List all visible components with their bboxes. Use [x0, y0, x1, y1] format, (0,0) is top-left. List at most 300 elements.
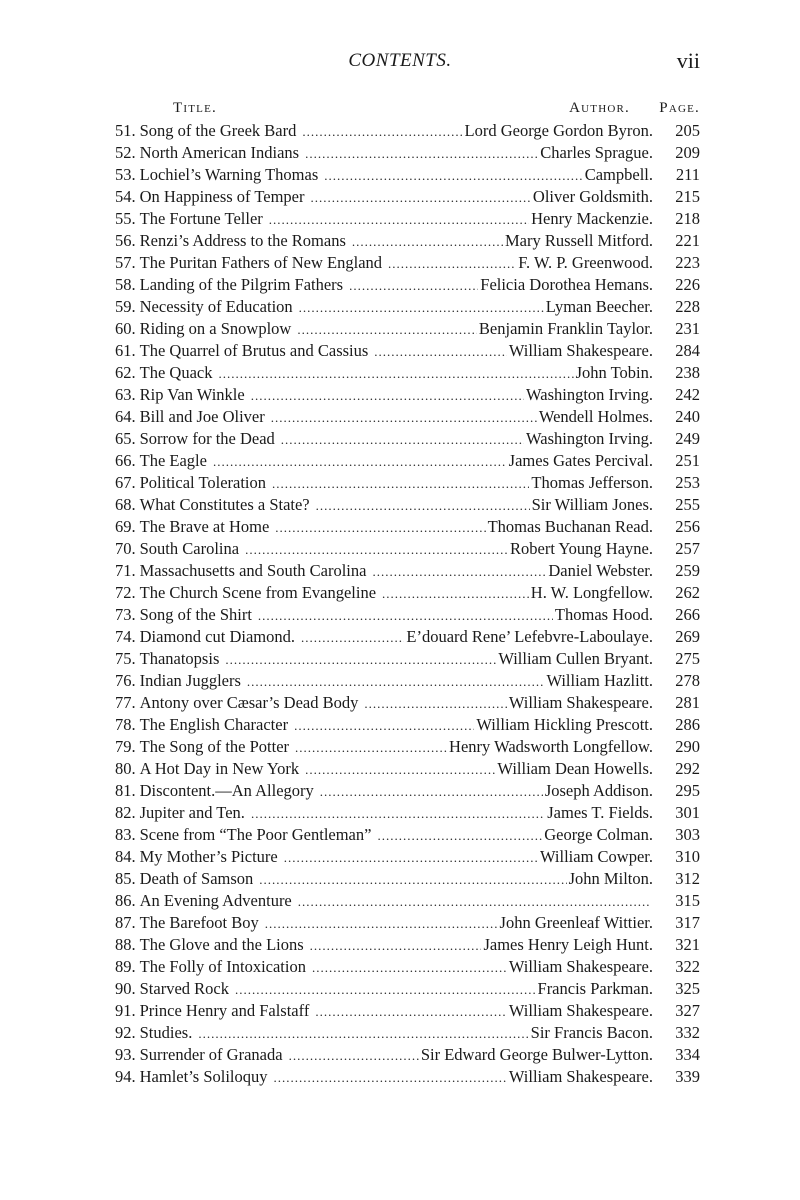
entry-page: 315 — [675, 891, 700, 910]
entry-title: Hamlet’s Soliloquy — [139, 1067, 268, 1086]
entry-number: 70. — [115, 539, 136, 558]
entry-page: 292 — [675, 759, 700, 778]
dot-leader — [316, 495, 530, 517]
contents-entry — [115, 868, 700, 890]
dot-leader — [372, 561, 546, 583]
entry-number: 51. — [115, 121, 136, 140]
entry-page: 301 — [675, 803, 700, 822]
entry-title: Death of Samson — [139, 869, 254, 888]
entry-author: James Gates Percival. — [508, 451, 653, 470]
contents-entry — [115, 670, 700, 692]
entry-title: South Carolina — [139, 539, 240, 558]
entry-author: James T. Fields. — [547, 803, 653, 822]
entry-line — [115, 318, 653, 341]
entry-author: Wendell Holmes. — [538, 407, 653, 426]
entry-number: 65. — [115, 429, 136, 448]
contents-entry — [115, 252, 700, 274]
contents-entry — [115, 296, 700, 318]
contents-entry — [115, 604, 700, 626]
entry-number: 81. — [115, 781, 136, 800]
entry-line — [115, 120, 653, 143]
entry-number: 58. — [115, 275, 136, 294]
entry-title: Studies. — [139, 1023, 193, 1042]
dot-leader — [245, 539, 508, 561]
contents-list — [115, 120, 700, 1088]
dot-leader — [302, 121, 462, 143]
entry-author: Mary Russell Mitford. — [504, 231, 653, 250]
entry-author: William Shakespeare. — [508, 957, 653, 976]
entry-number: 94. — [115, 1067, 136, 1086]
entry-line — [115, 692, 653, 715]
dot-leader — [305, 143, 538, 165]
dot-leader — [235, 979, 536, 1001]
contents-entry — [115, 120, 700, 142]
dot-leader — [295, 737, 447, 759]
entry-page: 286 — [675, 715, 700, 734]
entry-page: 253 — [675, 473, 700, 492]
entry-title: Jupiter and Ten. — [139, 803, 245, 822]
entry-author: Joseph Addison. — [544, 781, 653, 800]
entry-number: 79. — [115, 737, 136, 756]
contents-entry — [115, 956, 700, 978]
dot-leader — [275, 517, 485, 539]
entry-number: 91. — [115, 1001, 136, 1020]
entry-page: 211 — [675, 165, 700, 184]
entry-title: The Eagle — [139, 451, 207, 470]
entry-title: The English Character — [139, 715, 289, 734]
entry-author: William Hazlitt. — [546, 671, 653, 690]
entry-author: Felicia Dorothea Hemans. — [480, 275, 653, 294]
entry-page: 205 — [675, 121, 700, 140]
column-headers — [115, 97, 700, 119]
dot-leader — [352, 231, 503, 253]
entry-title: The Puritan Fathers of New England — [139, 253, 383, 272]
entry-number: 86. — [115, 891, 136, 910]
entry-page: 295 — [675, 781, 700, 800]
entry-author: George Colman. — [544, 825, 653, 844]
entry-number: 54. — [115, 187, 136, 206]
entry-line — [115, 340, 653, 363]
entry-title: Antony over Cæsar’s Dead Body — [139, 693, 359, 712]
contents-entry — [115, 230, 700, 252]
entry-line — [115, 648, 653, 671]
entry-page: 321 — [675, 935, 700, 954]
entry-author: William Shakespeare. — [508, 1001, 653, 1020]
entry-line — [115, 802, 653, 825]
entry-line — [115, 1044, 653, 1067]
entry-author: Francis Parkman. — [537, 979, 653, 998]
dot-leader — [272, 473, 529, 495]
entry-line — [115, 890, 653, 913]
entry-page: 209 — [675, 143, 700, 162]
dot-leader — [294, 715, 474, 737]
entry-page: 339 — [675, 1067, 700, 1086]
dot-leader — [315, 1001, 507, 1023]
entry-line — [115, 1000, 653, 1023]
entry-page: 255 — [675, 495, 700, 514]
entry-number: 55. — [115, 209, 136, 228]
entry-page: 322 — [675, 957, 700, 976]
dot-leader — [382, 583, 529, 605]
entry-line — [115, 296, 653, 319]
dot-leader — [251, 385, 524, 407]
entry-number: 74. — [115, 627, 136, 646]
entry-author: Lyman Beecher. — [545, 297, 653, 316]
dot-leader — [388, 253, 516, 275]
entry-page: 290 — [675, 737, 700, 756]
contents-entry — [115, 450, 700, 472]
entry-number: 89. — [115, 957, 136, 976]
running-title: CONTENTS. — [348, 50, 452, 71]
entry-line — [115, 868, 653, 891]
entry-line — [115, 604, 653, 627]
contents-entry — [115, 758, 700, 780]
entry-number: 64. — [115, 407, 136, 426]
entry-title: Necessity of Education — [139, 297, 293, 316]
entry-number: 84. — [115, 847, 136, 866]
page-header — [0, 48, 800, 74]
entry-author: William Shakespeare. — [508, 693, 653, 712]
entry-line — [115, 978, 653, 1001]
entry-title: The Quack — [139, 363, 213, 382]
entry-page: 275 — [675, 649, 700, 668]
entry-page: 228 — [675, 297, 700, 316]
entry-author: Robert Young Hayne. — [510, 539, 653, 558]
entry-page: 303 — [675, 825, 700, 844]
entry-line — [115, 560, 653, 583]
dot-leader — [274, 1067, 507, 1089]
contents-entry — [115, 472, 700, 494]
entry-number: 77. — [115, 693, 136, 712]
entry-number: 85. — [115, 869, 136, 888]
entry-author: Thomas Buchanan Read. — [487, 517, 653, 536]
contents-entry — [115, 692, 700, 714]
contents-entry — [115, 1022, 700, 1044]
entry-page: 266 — [675, 605, 700, 624]
entry-author: Washington Irving. — [526, 429, 653, 448]
dot-leader — [377, 825, 542, 847]
contents-entry — [115, 142, 700, 164]
entry-page: 226 — [675, 275, 700, 294]
entry-page: 312 — [675, 869, 700, 888]
contents-entry — [115, 362, 700, 384]
entry-line — [115, 406, 653, 429]
dot-leader — [297, 319, 477, 341]
entry-title: An Evening Adventure — [139, 891, 292, 910]
entry-line — [115, 494, 653, 517]
dot-leader — [305, 759, 495, 781]
contents-entry — [115, 890, 700, 912]
entry-page: 325 — [675, 979, 700, 998]
entry-title: On Happiness of Temper — [139, 187, 305, 206]
entry-author: John Milton. — [568, 869, 653, 888]
entry-line — [115, 670, 653, 693]
entry-title: Prince Henry and Falstaff — [139, 1001, 310, 1020]
entry-author: John Greenleaf Wittier. — [499, 913, 653, 932]
entry-author: Daniel Webster. — [548, 561, 653, 580]
dot-leader — [349, 275, 478, 297]
entry-page: 310 — [675, 847, 700, 866]
entry-title: The Song of the Potter — [139, 737, 290, 756]
entry-author: William Shakespeare. — [508, 1067, 653, 1086]
entry-title: The Folly of Intoxication — [139, 957, 306, 976]
entry-author: Sir William Jones. — [531, 495, 653, 514]
entry-number: 92. — [115, 1023, 136, 1042]
contents-entry — [115, 626, 700, 648]
entry-number: 69. — [115, 517, 136, 536]
contents-entry — [115, 186, 700, 208]
entry-title: The Barefoot Boy — [139, 913, 259, 932]
entry-line — [115, 1022, 653, 1045]
contents-entry — [115, 516, 700, 538]
entry-number: 78. — [115, 715, 136, 734]
entry-author: E’douard Rene’ Lefebvre-Laboulaye. — [406, 627, 653, 646]
entry-author: Washington Irving. — [526, 385, 653, 404]
entry-line — [115, 1066, 653, 1089]
entry-title: Surrender of Granada — [139, 1045, 283, 1064]
dot-leader — [198, 1023, 528, 1045]
entry-page: 251 — [675, 451, 700, 470]
contents-entry — [115, 1044, 700, 1066]
entry-page: 327 — [675, 1001, 700, 1020]
contents-entry — [115, 1000, 700, 1022]
entry-number: 72. — [115, 583, 136, 602]
entry-author: Campbell. — [584, 165, 653, 184]
entry-number: 66. — [115, 451, 136, 470]
entry-author: Thomas Hood. — [554, 605, 653, 624]
dot-leader — [311, 187, 531, 209]
dot-leader — [364, 693, 506, 715]
entry-number: 90. — [115, 979, 136, 998]
contents-entry — [115, 736, 700, 758]
entry-line — [115, 956, 653, 979]
entry-title: Song of the Shirt — [139, 605, 252, 624]
entry-number: 56. — [115, 231, 136, 250]
dot-leader — [374, 341, 507, 363]
entry-line — [115, 208, 653, 231]
contents-entry — [115, 582, 700, 604]
entry-number: 59. — [115, 297, 136, 316]
entry-title: Discontent.—An Allegory — [139, 781, 314, 800]
entry-title: The Quarrel of Brutus and Cassius — [139, 341, 369, 360]
entry-line — [115, 164, 653, 187]
entry-page: 259 — [675, 561, 700, 580]
contents-entry — [115, 1066, 700, 1088]
entry-author: James Henry Leigh Hunt. — [483, 935, 653, 954]
entry-line — [115, 758, 653, 781]
entry-title: Rip Van Winkle — [139, 385, 245, 404]
entry-page: 269 — [675, 627, 700, 646]
contents-entry — [115, 824, 700, 846]
entry-number: 53. — [115, 165, 136, 184]
entry-author: William Dean Howells. — [497, 759, 653, 778]
contents-entry — [115, 208, 700, 230]
entry-title: Bill and Joe Oliver — [139, 407, 265, 426]
entry-line — [115, 912, 653, 935]
entry-title: A Hot Day in New York — [139, 759, 300, 778]
entry-author: John Tobin. — [575, 363, 653, 382]
entry-line — [115, 252, 653, 275]
entry-page: 317 — [675, 913, 700, 932]
contents-entry — [115, 538, 700, 560]
entry-title: Landing of the Pilgrim Fathers — [139, 275, 344, 294]
entry-number: 68. — [115, 495, 136, 514]
dot-leader — [265, 913, 498, 935]
entry-page: 238 — [675, 363, 700, 382]
entry-line — [115, 736, 653, 759]
entry-line — [115, 428, 653, 451]
entry-author: H. W. Longfellow. — [530, 583, 653, 602]
entry-page: 334 — [675, 1045, 700, 1064]
entry-number: 63. — [115, 385, 136, 404]
entry-title: The Brave at Home — [139, 517, 270, 536]
entry-page: 249 — [675, 429, 700, 448]
dot-leader — [298, 891, 651, 913]
contents-entry — [115, 648, 700, 670]
entry-number: 57. — [115, 253, 136, 272]
entry-page: 256 — [675, 517, 700, 536]
dot-leader — [259, 869, 566, 891]
entry-number: 75. — [115, 649, 136, 668]
contents-entry — [115, 802, 700, 824]
entry-line — [115, 472, 653, 495]
entry-line — [115, 714, 653, 737]
entry-line — [115, 362, 653, 385]
entry-page: 332 — [675, 1023, 700, 1042]
entry-line — [115, 824, 653, 847]
entry-line — [115, 626, 653, 649]
entry-title: Starved Rock — [139, 979, 229, 998]
entry-number: 60. — [115, 319, 136, 338]
entry-page: 215 — [675, 187, 700, 206]
entry-author: F. W. P. Greenwood. — [518, 253, 653, 272]
entry-line — [115, 186, 653, 209]
dot-leader — [324, 165, 582, 187]
dot-leader — [301, 627, 404, 649]
entry-number: 71. — [115, 561, 136, 580]
entry-title: The Fortune Teller — [139, 209, 263, 228]
entry-page: 262 — [675, 583, 700, 602]
entry-number: 80. — [115, 759, 136, 778]
contents-entry — [115, 318, 700, 340]
entry-title: Scene from “The Poor Gentleman” — [139, 825, 372, 844]
contents-entry — [115, 164, 700, 186]
contents-entry — [115, 934, 700, 956]
entry-number: 52. — [115, 143, 136, 162]
entry-number: 73. — [115, 605, 136, 624]
entry-author: William Cullen Bryant. — [498, 649, 653, 668]
entry-title: Renzi’s Address to the Romans — [139, 231, 346, 250]
entry-line — [115, 846, 653, 869]
entry-title: Riding on a Snowplow — [139, 319, 292, 338]
contents-entry — [115, 340, 700, 362]
entry-number: 67. — [115, 473, 136, 492]
dot-leader — [251, 803, 545, 825]
dot-leader — [247, 671, 545, 693]
entry-number: 83. — [115, 825, 136, 844]
entry-page: 281 — [675, 693, 700, 712]
entry-title: Thanatopsis — [139, 649, 220, 668]
dot-leader — [218, 363, 573, 385]
entry-line — [115, 274, 653, 297]
dot-leader — [289, 1045, 419, 1067]
entry-title: The Church Scene from Evangeline — [139, 583, 377, 602]
entry-title: What Constitutes a State? — [139, 495, 310, 514]
entry-title: Diamond cut Diamond. — [139, 627, 295, 646]
entry-line — [115, 450, 653, 473]
entry-line — [115, 384, 653, 407]
entry-line — [115, 934, 653, 957]
entry-author: Sir Francis Bacon. — [530, 1023, 653, 1042]
entry-number: 76. — [115, 671, 136, 690]
dot-leader — [271, 407, 537, 429]
entry-author: Charles Sprague. — [540, 143, 653, 162]
entry-line — [115, 516, 653, 539]
entry-line — [115, 538, 653, 561]
entry-author: William Hickling Prescott. — [476, 715, 653, 734]
dot-leader — [269, 209, 529, 231]
entry-page: 221 — [675, 231, 700, 250]
column-header-page: Page. — [659, 100, 700, 116]
entry-line — [115, 142, 653, 165]
entry-title: Song of the Greek Bard — [139, 121, 297, 140]
entry-number: 61. — [115, 341, 136, 360]
entry-title: The Glove and the Lions — [139, 935, 304, 954]
entry-title: Lochiel’s Warning Thomas — [139, 165, 319, 184]
dot-leader — [299, 297, 544, 319]
contents-entry — [115, 560, 700, 582]
entry-page: 218 — [675, 209, 700, 228]
entry-number: 62. — [115, 363, 136, 382]
dot-leader — [312, 957, 507, 979]
entry-title: Political Toleration — [139, 473, 267, 492]
entry-title: Sorrow for the Dead — [139, 429, 275, 448]
dot-leader — [213, 451, 507, 473]
entry-title: North American Indians — [139, 143, 300, 162]
contents-entry — [115, 406, 700, 428]
contents-entry — [115, 780, 700, 802]
dot-leader — [258, 605, 553, 627]
entry-line — [115, 230, 653, 253]
entry-number: 87. — [115, 913, 136, 932]
contents-entry — [115, 428, 700, 450]
dot-leader — [225, 649, 496, 671]
entry-author: Henry Wadsworth Longfellow. — [449, 737, 653, 756]
entry-page: 242 — [675, 385, 700, 404]
contents-entry — [115, 912, 700, 934]
dot-leader — [310, 935, 482, 957]
entry-number: 93. — [115, 1045, 136, 1064]
contents-entry — [115, 714, 700, 736]
entry-author: Thomas Jefferson. — [531, 473, 653, 492]
entry-number: 82. — [115, 803, 136, 822]
contents-entry — [115, 494, 700, 516]
entry-line — [115, 780, 653, 803]
page-number: vii — [676, 48, 700, 73]
column-header-title: Title. — [173, 100, 217, 116]
contents-entry — [115, 978, 700, 1000]
entry-page: 257 — [675, 539, 700, 558]
entry-title: Massachusetts and South Carolina — [139, 561, 367, 580]
entry-author: Henry Mackenzie. — [531, 209, 653, 228]
entry-page: 278 — [675, 671, 700, 690]
entry-page: 284 — [675, 341, 700, 360]
entry-title: My Mother’s Picture — [139, 847, 278, 866]
entry-author: Benjamin Franklin Taylor. — [478, 319, 653, 338]
entry-page: 223 — [675, 253, 700, 272]
entry-author: William Shakespeare. — [508, 341, 653, 360]
column-header-author: Author. — [569, 100, 630, 116]
